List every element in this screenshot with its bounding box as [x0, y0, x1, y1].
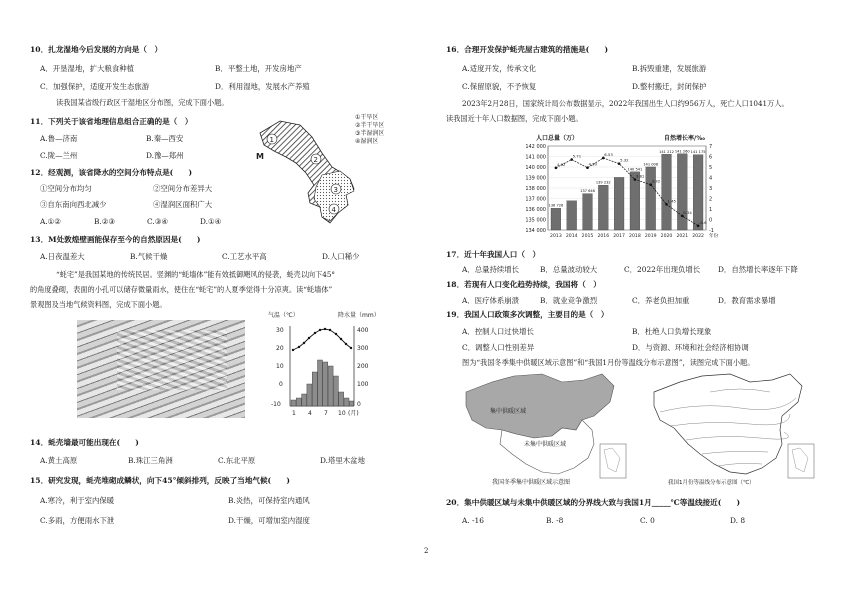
q16-stem: 16．合理开发保护蚝壳屋古建筑的措施是( )	[446, 45, 609, 54]
svg-text:1: 1	[269, 136, 274, 144]
x-tick: 2014	[565, 234, 578, 239]
q11-option-d[interactable]: D.豫—郑州	[146, 151, 184, 160]
q16-option-d[interactable]: D.整村搬迁，封闭保护	[632, 82, 707, 91]
temp-tick: 20	[276, 345, 284, 352]
y-tick-left: 141 000	[525, 154, 546, 161]
q14-option-c[interactable]: C.东北平原	[218, 456, 256, 465]
q12-option-a[interactable]: A.①②	[40, 217, 61, 226]
population-bar	[583, 194, 593, 230]
climate-chart	[262, 320, 387, 425]
non-heating-label: 未集中供暖区域	[524, 441, 567, 448]
growth-rate-point	[649, 183, 652, 186]
y-tick-left: 135 000	[525, 217, 546, 224]
population-bar	[677, 154, 687, 230]
map-intro: 读我国某省级行政区干湿地区分布图，完成下面小题。	[56, 98, 229, 107]
y-tick-left: 137 000	[525, 196, 546, 203]
heating-map-caption: 我国冬季集中供暖区域示意图	[492, 479, 571, 486]
shell-intro-3: 景观图及当地气候资料图，完成下面小题。	[30, 300, 167, 309]
population-intro-2: 读我国近十年人口数据图，完成下面小题。	[446, 114, 583, 123]
map-legend-arid: ①干旱区	[355, 114, 379, 121]
q10-option-d[interactable]: D．利用湿地，发展水产养殖	[215, 82, 310, 91]
q12-item-2: ②空间分布差异大	[153, 184, 213, 193]
x-tick: 2021	[676, 234, 689, 239]
q14-option-a[interactable]: A.黄土高原	[40, 456, 78, 465]
q19-option-c[interactable]: C．调整人口性别差异	[462, 343, 535, 352]
isotherm-map	[650, 372, 820, 490]
shell-intro-2: 的角度叠砌，表面的小孔可以储存微量雨水，使住在“蚝宅”的人夏季觉得十分凉爽。读“蚝墙体”	[30, 285, 333, 294]
chart-ylabel-right: 自然增长率/‰	[664, 135, 705, 142]
q19-option-a[interactable]: A．控制人口过快增长	[462, 327, 534, 336]
svg-text:4: 4	[331, 206, 336, 214]
growth-rate-label: 0.34	[683, 209, 692, 215]
q18-option-b[interactable]: B．就业竞争激烈	[540, 296, 598, 305]
bar-value-label: 137 646	[580, 189, 595, 194]
precip-tick: 300	[357, 345, 369, 352]
q13-option-d[interactable]: D.人口稀少	[322, 252, 360, 261]
q16-option-b[interactable]: B.拆毁重建，发展旅游	[632, 64, 707, 73]
climate-precip-label: 降水量（mm）	[338, 312, 380, 319]
q12-option-c[interactable]: C.③④	[147, 217, 168, 226]
temp-tick: 10	[276, 363, 284, 370]
q15-stem: 15．研究发现，蚝壳堆砌成鳞状，向下45°倾斜排列，反映了当地气候( )	[30, 476, 290, 485]
chart-ylabel-left: 人口总量（万）	[536, 135, 579, 142]
q16-option-a[interactable]: A.适度开发，传承文化	[462, 64, 537, 73]
temp-tick: -10	[271, 401, 281, 408]
q10-option-b[interactable]: B．平整土地，开发房地产	[215, 64, 302, 73]
province-map	[250, 113, 410, 225]
x-tick: 2015	[581, 234, 594, 239]
precip-tick: 0	[357, 401, 361, 408]
q11-option-c[interactable]: C.陇—兰州	[40, 151, 78, 160]
q14-stem: 14．蚝壳墙最可能出现在( )	[30, 438, 139, 447]
growth-rate-point	[681, 215, 684, 218]
growth-rate-label: 3.81	[635, 173, 645, 179]
bar-value-label: 141 175	[690, 150, 706, 155]
y-tick-right: 2	[709, 196, 713, 203]
y-tick-left: 140 000	[525, 165, 546, 171]
growth-rate-label: -0.6	[699, 219, 707, 225]
svg-text:3: 3	[333, 186, 338, 194]
q12-item-1: ①空间分布均匀	[40, 184, 92, 193]
x-tick: 2018	[629, 234, 641, 239]
y-tick-right: 5	[709, 165, 713, 171]
q17-option-d[interactable]: D．自然增长率逐年下降	[718, 265, 798, 274]
y-tick-right: 6	[709, 154, 713, 161]
population-bar	[598, 185, 608, 230]
growth-rate-point	[665, 203, 668, 206]
q12-option-d[interactable]: D.①④	[200, 217, 222, 226]
y-tick-left: 142 000	[525, 144, 546, 150]
q11-stem: 11．下列关于该省地理信息组合正确的是（ ）	[30, 117, 193, 126]
y-tick-right: 3	[709, 186, 713, 192]
population-bar	[567, 201, 577, 230]
q10-stem: 10．扎龙湿地今后发展的方向是（ ）	[30, 45, 163, 54]
svg-text:M: M	[256, 152, 264, 161]
x-tick: 2016	[597, 234, 610, 239]
q20-stem: 20．集中供暖区域与未集中供暖区域的分界线大致与我国1月_____℃等温线接近( )	[446, 498, 741, 507]
month-tick: 4	[308, 410, 312, 417]
q12-item-4: ④湿润区面积广大	[153, 200, 213, 209]
bar-value-label: 141 212	[659, 149, 674, 154]
y-tick-right: 1	[709, 207, 713, 213]
growth-rate-label: 4.93	[588, 161, 597, 167]
q17-option-a[interactable]: A．总量持续增长	[462, 265, 520, 274]
population-intro-1: 2023年2月28日，国家统计局公布数据显示，2022年我国出生人口约956万人，死亡人口1041万人。	[462, 99, 789, 108]
q14-option-d[interactable]: D.塔里木盆地	[320, 456, 365, 465]
y-tick-left: 139 000	[525, 175, 546, 182]
q17-option-c[interactable]: C．2022年出现负增长	[624, 265, 701, 274]
bar-value-label: 136 726	[548, 203, 564, 208]
q11-option-a[interactable]: A.鲁—济南	[40, 134, 78, 143]
svg-text:2: 2	[313, 156, 318, 164]
q20-option-a[interactable]: A. -16	[462, 516, 484, 525]
q20-option-b[interactable]: B. -8	[546, 516, 564, 525]
x-tick: 2022	[692, 234, 704, 239]
q13-option-b[interactable]: B.气候干燥	[130, 252, 168, 261]
y-tick-left: 136 000	[525, 207, 546, 213]
month-tick: 10	[338, 410, 346, 417]
population-bar	[646, 167, 656, 230]
growth-rate-point	[570, 158, 573, 161]
shell-wall-photo	[77, 320, 245, 418]
q13-option-c[interactable]: C.工艺水平高	[222, 252, 267, 261]
temp-tick: 30	[276, 327, 284, 334]
q15-option-a[interactable]: A.寒冷，利于室内保暖	[40, 496, 115, 505]
growth-rate-label: 3.32	[651, 178, 661, 184]
bar-value-label: 141 008	[643, 162, 659, 167]
q13-stem: 13．M处敦煌壁画能保存至今的自然原因是( )	[30, 235, 201, 244]
y-tick-right: 4	[709, 175, 713, 182]
x-tick: 2013	[550, 234, 562, 239]
q18-option-a[interactable]: A．医疗体系崩溃	[462, 296, 520, 305]
growth-rate-point	[555, 167, 558, 170]
month-tick: (月)	[348, 410, 359, 417]
q20-option-d[interactable]: D. 8	[730, 516, 746, 525]
q12-option-b[interactable]: B.②③	[94, 217, 116, 226]
q13-option-a[interactable]: A.日夜温差大	[40, 252, 85, 261]
y-tick-left: 134 000	[525, 228, 546, 234]
population-chart	[520, 142, 732, 242]
q16-option-c[interactable]: C.保留原貌，不予恢复	[462, 82, 537, 91]
x-tick: 2017	[613, 234, 625, 239]
heating-intro: 图为“我国冬季集中供暖区域示意图”和“我国1月份等温线分布示意图”，读图完成下面小题。	[462, 358, 755, 367]
growth-rate-label: 1.45	[667, 198, 676, 204]
growth-rate-point	[618, 162, 621, 165]
isotherm-map-caption: 我国1月份等温线分布示意图（℃）	[668, 480, 755, 486]
population-bar	[614, 177, 624, 230]
q12-stem: 12．经观测，该省降水的空间分布特点是( )	[30, 168, 193, 177]
y-tick-left: 138 000	[525, 186, 546, 192]
map-legend-humid: ④湿润区	[355, 138, 379, 145]
q15-option-b[interactable]: B.炎热，可保持室内通风	[228, 496, 310, 505]
x-tick: 2019	[644, 234, 657, 239]
q19-stem: 19．我国人口政策多次调整，主要目的是（ ）	[446, 310, 609, 319]
y-tick-right: 7	[709, 144, 713, 150]
growth-rate-point	[602, 157, 605, 160]
heating-region-map	[462, 372, 642, 490]
map-legend-subhumid: ③半湿润区	[355, 130, 385, 137]
shell-intro-1: “蚝宅”是我国某地的传统民居。竖渊的“蚝墙体”能有效抵御飓风的侵袭，蚝壳以向下45°	[56, 270, 336, 279]
q14-option-b[interactable]: B.珠江三角洲	[128, 456, 173, 465]
q18-option-c[interactable]: C．养老负担加重	[632, 296, 690, 305]
heating-label: 集中供暖区域	[490, 408, 527, 415]
bar-value-label: 140 541	[627, 167, 643, 172]
population-bar	[551, 208, 561, 230]
temp-tick: 0	[279, 381, 283, 388]
bar-value-label: 141 260	[674, 149, 690, 154]
map-legend-semiarid: ②半干旱区	[355, 122, 385, 129]
growth-rate-point	[697, 225, 700, 228]
q19-option-b[interactable]: B．杜绝人口负增长现象	[632, 327, 712, 336]
month-tick: 1	[292, 410, 296, 417]
precip-tick: 400	[357, 327, 369, 334]
q12-item-3: ③自东南向西北减少	[40, 200, 107, 209]
y-tick-right: 0	[709, 217, 713, 224]
q15-option-c[interactable]: C.多雨，方便雨水下泄	[40, 516, 115, 525]
y-tick-right: -1	[709, 228, 714, 234]
q11-option-b[interactable]: B.秦—西安	[146, 134, 184, 143]
growth-rate-label: 4.92	[556, 161, 566, 167]
population-bar	[662, 154, 672, 230]
climate-temp-label: 气温（℃）	[268, 312, 299, 319]
growth-rate-label: 5.71	[572, 153, 582, 159]
precip-tick: 100	[357, 381, 369, 388]
q10-option-a[interactable]: A．开垦湿地，扩大粮食种植	[40, 64, 135, 73]
page-number: 2	[424, 547, 429, 555]
q19-option-d[interactable]: D．与资源、环境和社会经济相协调	[632, 343, 749, 352]
growth-rate-label: 5.32	[620, 157, 629, 163]
q17-option-b[interactable]: B．总量波动较大	[540, 265, 598, 274]
x-axis-label: 年份	[709, 234, 719, 239]
x-tick: 2020	[660, 234, 673, 239]
month-tick: 7	[324, 410, 328, 417]
growth-rate-label: 6.53	[604, 151, 613, 157]
q18-stem: 18．若现有人口变化趋势持续，我国将（ ）	[446, 280, 601, 289]
bar-value-label: 139 232	[595, 180, 611, 185]
q18-option-d[interactable]: D．教育需求暴增	[718, 296, 776, 305]
q17-stem: 17．近十年我国人口（ ）	[446, 250, 541, 259]
population-bar	[693, 155, 703, 230]
q10-option-c[interactable]: C．加强保护，适度开发生态旅游	[40, 82, 150, 91]
precip-tick: 200	[357, 363, 369, 370]
growth-rate-point	[586, 166, 589, 169]
q15-option-d[interactable]: D.干燥，可增加室内湿度	[228, 516, 310, 525]
q20-option-c[interactable]: C. 0	[640, 516, 655, 525]
growth-rate-point	[634, 178, 637, 181]
